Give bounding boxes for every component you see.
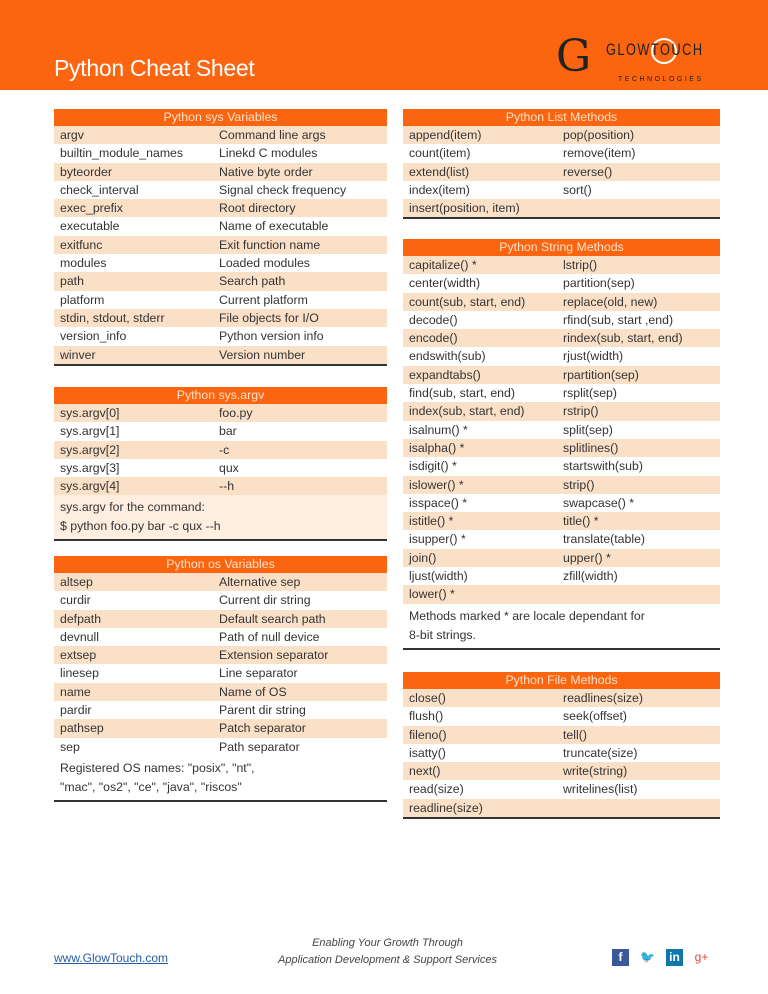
- table-row: [403, 402, 720, 420]
- row-description: --h: [219, 479, 235, 494]
- table-row: [54, 291, 387, 309]
- table-row: [54, 199, 387, 217]
- table-row: [403, 744, 720, 762]
- table-row: [54, 628, 387, 646]
- row-name: lower() *: [409, 587, 455, 602]
- row-name: winver: [60, 347, 96, 362]
- facebook-icon[interactable]: f: [612, 949, 629, 966]
- row-description: File objects for I/O: [219, 310, 319, 325]
- note-line: $ python foo.py bar -c qux --h: [60, 519, 221, 534]
- row-name: sys.argv[3]: [60, 460, 120, 475]
- table-sys-argv: [54, 387, 387, 541]
- row-description: partition(sep): [563, 276, 635, 291]
- table-row: [403, 384, 720, 402]
- table-row: [54, 573, 387, 591]
- logo-text: GLOWTOUCH: [606, 40, 704, 59]
- row-description: tell(): [563, 727, 587, 742]
- row-name: next(): [409, 764, 441, 779]
- row-description: Current platform: [219, 292, 308, 307]
- row-name: linesep: [60, 666, 99, 681]
- table-note: [403, 604, 720, 648]
- row-description: Patch separator: [219, 721, 306, 736]
- table-row: [403, 126, 720, 144]
- table-row: [403, 256, 720, 274]
- row-description: replace(old, new): [563, 294, 658, 309]
- row-description: rstrip(): [563, 404, 599, 419]
- row-name: capitalize() *: [409, 258, 477, 272]
- row-description: splitlines(): [563, 440, 619, 455]
- row-description: reverse(): [563, 164, 613, 179]
- table-row: [403, 457, 720, 475]
- row-name: decode(): [409, 312, 458, 327]
- table-row: [54, 610, 387, 628]
- row-description: Name of executable: [219, 219, 329, 234]
- table-row: [54, 309, 387, 327]
- row-name: builtin_module_names: [60, 146, 184, 161]
- table-row: [54, 163, 387, 181]
- table-row: [54, 422, 387, 440]
- row-name: pathsep: [60, 721, 104, 736]
- row-description: [557, 799, 563, 817]
- table-row: [403, 311, 720, 329]
- linkedin-icon[interactable]: in: [666, 949, 683, 966]
- row-name: append(item): [409, 128, 482, 142]
- row-name: exitfunc: [60, 237, 103, 252]
- table-row: [403, 476, 720, 494]
- table-row: [54, 254, 387, 272]
- table-row: [403, 366, 720, 384]
- row-description: sort(): [563, 182, 592, 197]
- row-name: fileno(): [409, 727, 447, 742]
- table-row: [54, 664, 387, 682]
- header-banner: [0, 0, 768, 90]
- row-name: byteorder: [60, 164, 112, 179]
- row-name: center(width): [409, 276, 481, 291]
- row-description: remove(item): [563, 146, 636, 161]
- row-description: Version number: [219, 347, 306, 362]
- row-description: Native byte order: [219, 164, 313, 179]
- row-name: endswith(sub): [409, 349, 486, 364]
- table-header: Python File Methods: [403, 672, 720, 689]
- row-description: readlines(size): [563, 691, 643, 705]
- row-description: rindex(sub, start, end): [563, 331, 683, 346]
- row-description: Alternative sep: [219, 575, 301, 589]
- row-description: seek(offset): [563, 709, 628, 724]
- row-description: zfill(width): [563, 569, 618, 584]
- row-description: split(sep): [563, 422, 613, 437]
- table-row: [403, 689, 720, 707]
- table-row: [403, 549, 720, 567]
- table-row: [54, 126, 387, 144]
- row-name: flush(): [409, 709, 444, 724]
- row-name: extsep: [60, 648, 97, 663]
- row-description: Exit function name: [219, 237, 321, 252]
- row-name: insert(position, item): [409, 201, 520, 216]
- table-row: [54, 701, 387, 719]
- row-name: isdigit() *: [409, 459, 457, 474]
- row-name: sep: [60, 739, 80, 754]
- row-name: curdir: [60, 593, 91, 608]
- row-description: Path of null device: [219, 629, 320, 644]
- google-plus-icon[interactable]: g+: [694, 950, 709, 964]
- row-name: pardir: [60, 703, 92, 718]
- row-description: qux: [219, 460, 239, 475]
- row-description: [557, 199, 563, 217]
- row-name: isalpha() *: [409, 440, 465, 455]
- table-row: [54, 144, 387, 162]
- note-line: "mac", "os2", "ce", "java", "riscos": [60, 779, 242, 794]
- row-description: foo.py: [219, 406, 253, 420]
- table-header: Python sys Variables: [54, 109, 387, 126]
- row-name: check_interval: [60, 182, 139, 197]
- row-description: rfind(sub, start ,end): [563, 312, 674, 327]
- row-name: sys.argv[1]: [60, 424, 120, 439]
- row-description: title() *: [563, 514, 599, 529]
- row-description: strip(): [563, 477, 595, 492]
- table-row: [403, 512, 720, 530]
- table-row: [54, 236, 387, 254]
- table-row: [403, 494, 720, 512]
- row-description: Python version info: [219, 329, 324, 344]
- social-links: [612, 949, 710, 966]
- table-row: [54, 591, 387, 609]
- table-row: [54, 646, 387, 664]
- row-name: modules: [60, 256, 107, 271]
- table-row: [403, 530, 720, 548]
- table-row: [54, 459, 387, 477]
- row-description: Signal check frequency: [219, 182, 347, 197]
- row-description: rsplit(sep): [563, 386, 617, 401]
- table-row: [403, 762, 720, 780]
- row-name: sys.argv[2]: [60, 442, 120, 457]
- table-row: [54, 404, 387, 422]
- page-title: Python Cheat Sheet: [54, 55, 255, 81]
- row-name: count(sub, start, end): [409, 294, 526, 309]
- table-os-variables: [54, 556, 387, 802]
- table-row: [403, 439, 720, 457]
- row-description: Loaded modules: [219, 256, 310, 271]
- table-note: [54, 756, 387, 800]
- glowtouch-logo: [556, 31, 716, 86]
- logo-g-mark: G: [556, 31, 592, 82]
- row-name: extend(list): [409, 164, 470, 179]
- row-name: path: [60, 274, 84, 289]
- row-name: executable: [60, 219, 120, 234]
- table-row: [403, 726, 720, 744]
- tagline: [260, 935, 515, 969]
- row-name: count(item): [409, 146, 471, 161]
- row-description: Current dir string: [219, 593, 311, 608]
- row-name: read(size): [409, 782, 464, 797]
- table-row: [54, 738, 387, 756]
- row-description: writelines(list): [563, 782, 638, 797]
- row-description: Default search path: [219, 611, 326, 626]
- row-name: expandtabs(): [409, 367, 481, 382]
- row-description: Name of OS: [219, 684, 287, 699]
- row-name: sys.argv[0]: [60, 406, 120, 420]
- table-row: [403, 274, 720, 292]
- row-description: -c: [219, 442, 230, 457]
- table-row: [54, 719, 387, 737]
- row-description: Command line args: [219, 128, 326, 142]
- table-row: [403, 199, 720, 217]
- row-name: close(): [409, 691, 446, 705]
- row-description: pop(position): [563, 128, 635, 142]
- row-name: isspace() *: [409, 495, 468, 510]
- table-header: Python os Variables: [54, 556, 387, 573]
- note-line: Registered OS names: "posix", "nt",: [60, 760, 255, 775]
- logo-subtext: TECHNOLOGIES: [618, 76, 704, 83]
- note-line: Methods marked * are locale dependant for: [409, 608, 645, 623]
- row-name: sys.argv[4]: [60, 479, 120, 494]
- table-header: Python sys.argv: [54, 387, 387, 404]
- row-name: isupper() *: [409, 532, 466, 547]
- row-name: index(sub, start, end): [409, 404, 525, 419]
- table-row: [54, 217, 387, 235]
- table-row: [54, 441, 387, 459]
- table-row: [403, 329, 720, 347]
- row-description: lstrip(): [563, 258, 598, 272]
- row-name: stdin, stdout, stderr: [60, 310, 165, 325]
- table-row: [403, 163, 720, 181]
- row-name: find(sub, start, end): [409, 386, 515, 401]
- row-name: name: [60, 684, 91, 699]
- row-description: Path separator: [219, 739, 300, 754]
- table-row: [54, 477, 387, 495]
- table-row: [54, 181, 387, 199]
- row-name: join(): [409, 550, 437, 565]
- row-name: exec_prefix: [60, 201, 123, 216]
- row-description: Root directory: [219, 201, 296, 216]
- row-description: bar: [219, 424, 237, 439]
- row-name: isalnum() *: [409, 422, 468, 437]
- table-row: [403, 144, 720, 162]
- table-header: Python String Methods: [403, 239, 720, 256]
- note-line: sys.argv for the command:: [60, 500, 205, 515]
- table-row: [403, 567, 720, 585]
- row-name: platform: [60, 292, 105, 307]
- table-header: Python List Methods: [403, 109, 720, 126]
- row-name: isatty(): [409, 745, 446, 760]
- row-description: startswith(sub): [563, 459, 643, 474]
- row-description: Linekd C modules: [219, 146, 318, 161]
- row-name: defpath: [60, 611, 102, 626]
- table-string-methods: [403, 239, 720, 650]
- table-row: [54, 272, 387, 290]
- row-name: argv: [60, 128, 84, 142]
- row-description: swapcase() *: [563, 495, 635, 510]
- row-description: translate(table): [563, 532, 646, 547]
- table-row: [403, 707, 720, 725]
- table-row: [403, 799, 720, 817]
- table-row: [403, 585, 720, 603]
- row-description: Line separator: [219, 666, 298, 681]
- row-description: truncate(size): [563, 745, 638, 760]
- table-row: [403, 293, 720, 311]
- website-link[interactable]: www.GlowTouch.com: [54, 951, 169, 965]
- table-note: [54, 495, 387, 539]
- table-row: [54, 683, 387, 701]
- table-list-methods: [403, 109, 720, 219]
- tagline-line-2: Application Development & Support Services: [278, 954, 497, 966]
- row-name: altsep: [60, 575, 93, 589]
- row-name: encode(): [409, 331, 458, 346]
- row-description: upper() *: [563, 550, 611, 565]
- row-name: islower() *: [409, 477, 464, 492]
- table-row: [403, 347, 720, 365]
- row-description: Search path: [219, 274, 286, 289]
- table-row: [403, 181, 720, 199]
- row-description: rjust(width): [563, 349, 624, 364]
- table-row: [403, 780, 720, 798]
- twitter-icon[interactable]: 🐦: [640, 950, 655, 964]
- row-description: write(string): [563, 764, 628, 779]
- row-description: rpartition(sep): [563, 367, 639, 382]
- table-row: [403, 421, 720, 439]
- table-file-methods: [403, 672, 720, 819]
- table-row: [54, 327, 387, 345]
- row-name: devnull: [60, 629, 99, 644]
- row-name: readline(size): [409, 800, 483, 815]
- row-description: Extension separator: [219, 648, 329, 663]
- table-sys-variables: [54, 109, 387, 366]
- row-description: [557, 585, 563, 603]
- tagline-line-1: Enabling Your Growth Through: [312, 937, 463, 949]
- table-row: [54, 346, 387, 364]
- row-name: ljust(width): [409, 569, 468, 584]
- row-name: version_info: [60, 329, 127, 344]
- row-description: Parent dir string: [219, 703, 306, 718]
- note-line: 8-bit strings.: [409, 627, 476, 642]
- row-name: istitle() *: [409, 514, 454, 529]
- row-name: index(item): [409, 182, 470, 197]
